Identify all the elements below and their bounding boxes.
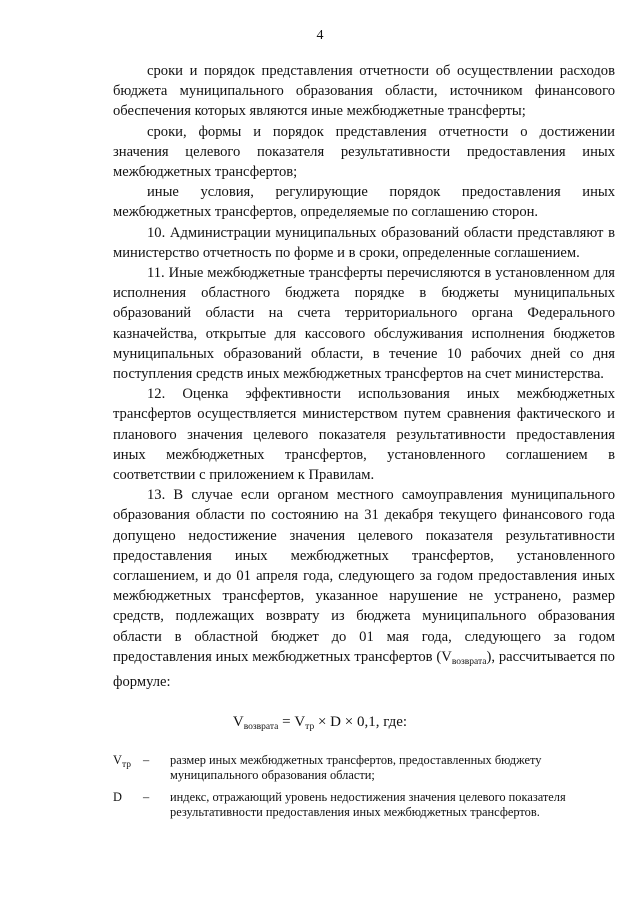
definition-row: [113, 790, 615, 820]
definitions-list: [113, 753, 615, 827]
formula-tail: × D × 0,1, где:: [314, 714, 408, 730]
formula-v: V: [232, 714, 244, 730]
page-number: 4: [316, 28, 324, 43]
definition-text: индекс, отражающий уровень недостижения значения целевого показателя результативности предоставления иных межбюджетных трансфертов.: [170, 790, 566, 819]
paragraph: сроки и порядок представления отчетности об осуществлении расходов бюджета муниципального образования области, источником финансового обеспечения которых являются иные межбюджетные трансферты;: [113, 63, 615, 120]
paragraph: 10. Администрации муниципальных образований области представляют в министерство отчетность по форме и в сроки, определенные соглашением.: [113, 224, 615, 261]
paragraph-13-text: 13. В случае если органом местного самоуправления муниципального образования области по состоянию на 31 декабря текущего финансового года допущено недостижение значения целевого показателя результативности предоставления иных межбюджетных трансфертов, установленного соглашением, и до 01 апреля года, следующего за годом предоставления иных межбюджетных трансфертов, указанное нарушение не устранено, размер средств, подлежащих возврату из бюджета муниципального образования области в областной бюджет до 01 мая года, следующего за годом предоставления иных межбюджетных трансфертов (V: [113, 487, 615, 665]
paragraph-13-end: ), рассчитывается по формуле:: [113, 648, 615, 691]
definition-row: [113, 753, 615, 783]
formula-tr-sub: тр: [305, 722, 315, 732]
definition-symbol: [113, 753, 143, 783]
symbol-subscript: тр: [121, 760, 131, 770]
paragraph-13: [113, 485, 615, 692]
formula-v-sub: возврата: [243, 722, 279, 732]
formula-mid: = V: [278, 714, 306, 730]
symbol-letter: V: [113, 753, 122, 767]
symbol-letter: D: [113, 790, 122, 804]
paragraph: 11. Иные межбюджетные трансферты перечисляются в установленном для исполнения областного бюджета порядке в бюджеты муниципальных образований области на счета территориального органа Федерального казначейства, открытые для кассового обслуживания исполнения бюджетов муниципальных образований области, в течение 10 рабочих дней со дня поступления средств иных межбюджетных трансфертов на счет министерства.: [113, 265, 615, 383]
paragraph: иные условия, регулирующие порядок предоставления иных межбюджетных трансфертов, определяемые по соглашению сторон.: [113, 184, 615, 221]
paragraph: сроки, формы и порядок представления отчетности о достижении значения целевого показателя результативности предоставления иных межбюджетных трансфертов;: [113, 123, 615, 181]
formula: [0, 714, 640, 732]
paragraph: 12. Оценка эффективности использования иных межбюджетных трансфертов осуществляется министерством путем сравнения фактического и планового значения целевого показателя результативности предоставления иных межбюджетных трансфертов, установленного соглашением в соответствии с приложением к Правилам.: [113, 386, 615, 484]
definition-text: размер иных межбюджетных трансфертов, предоставленных бюджету муниципального образования области;: [170, 753, 542, 782]
definition-symbol: [113, 790, 143, 820]
definition-dash: –: [143, 790, 150, 804]
document-body: [113, 61, 615, 692]
definition-dash: –: [143, 753, 150, 767]
subscript: возврата: [451, 656, 487, 667]
